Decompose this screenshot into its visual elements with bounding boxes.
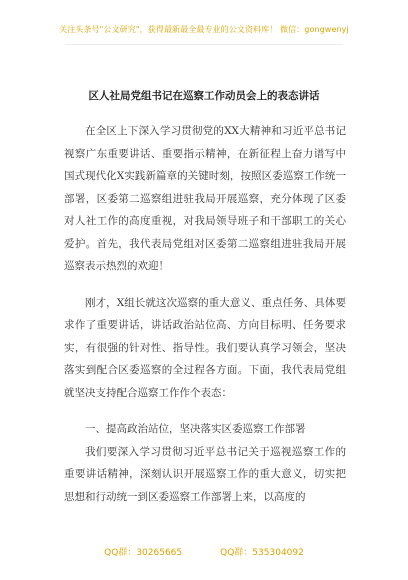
paragraph-3: 我们要深入学习贯彻习近平总书记关于巡视巡察工作的重要讲话精神，深刻认识开展巡察工作的重大意义，切实把思想和行动统一到区委巡察工作部署上来，以高度的 — [64, 445, 346, 503]
qq-group-1: QQ群：30265665 — [104, 548, 183, 558]
header-banner: 关注头条号"公文研究"，获得最新最全最专业的公文资料库！ 微信：gongwenyj — [59, 25, 349, 34]
qq-group-2: QQ群：535304092 — [220, 548, 304, 558]
paragraph-2: 刚才，X组长就这次巡察的重大意义、重点任务、具体要求作了重要讲话，讲话政治站位高、方向目标明、任务要求实，有很强的针对性、指导性。我们要认真学习领会，坚决落实到配合区委巡察的全过程各方面。下面，我代表局党组就坚决支持配合巡察工作作个表态： — [64, 296, 346, 399]
document-title: 区人社局党组书记在巡察工作动员会上的表态讲话 — [88, 90, 320, 102]
header-divider — [66, 44, 342, 45]
footer-contacts — [0, 545, 408, 558]
paragraph-1: 在全区上下深入学习贯彻党的XX大精神和习近平总书记视察广东重要讲话、重要指示精神，在新征程上奋力谱写中国式现代化X实践新篇章的关键时刻，按照区委巡察工作统一部署，区委第二巡察组进驻我局开展巡察，充分体现了区委对人社工作的高度重视，对我局领导班子和干部职工的关心爱护。首先，我代表局党组对区委第二巡察组进驻我局开展巡察表示热烈的欢迎！ — [64, 125, 346, 272]
document-body — [64, 120, 346, 508]
section-heading-1: 一、提高政治站位，坚决落实区委巡察工作部署 — [85, 423, 306, 435]
